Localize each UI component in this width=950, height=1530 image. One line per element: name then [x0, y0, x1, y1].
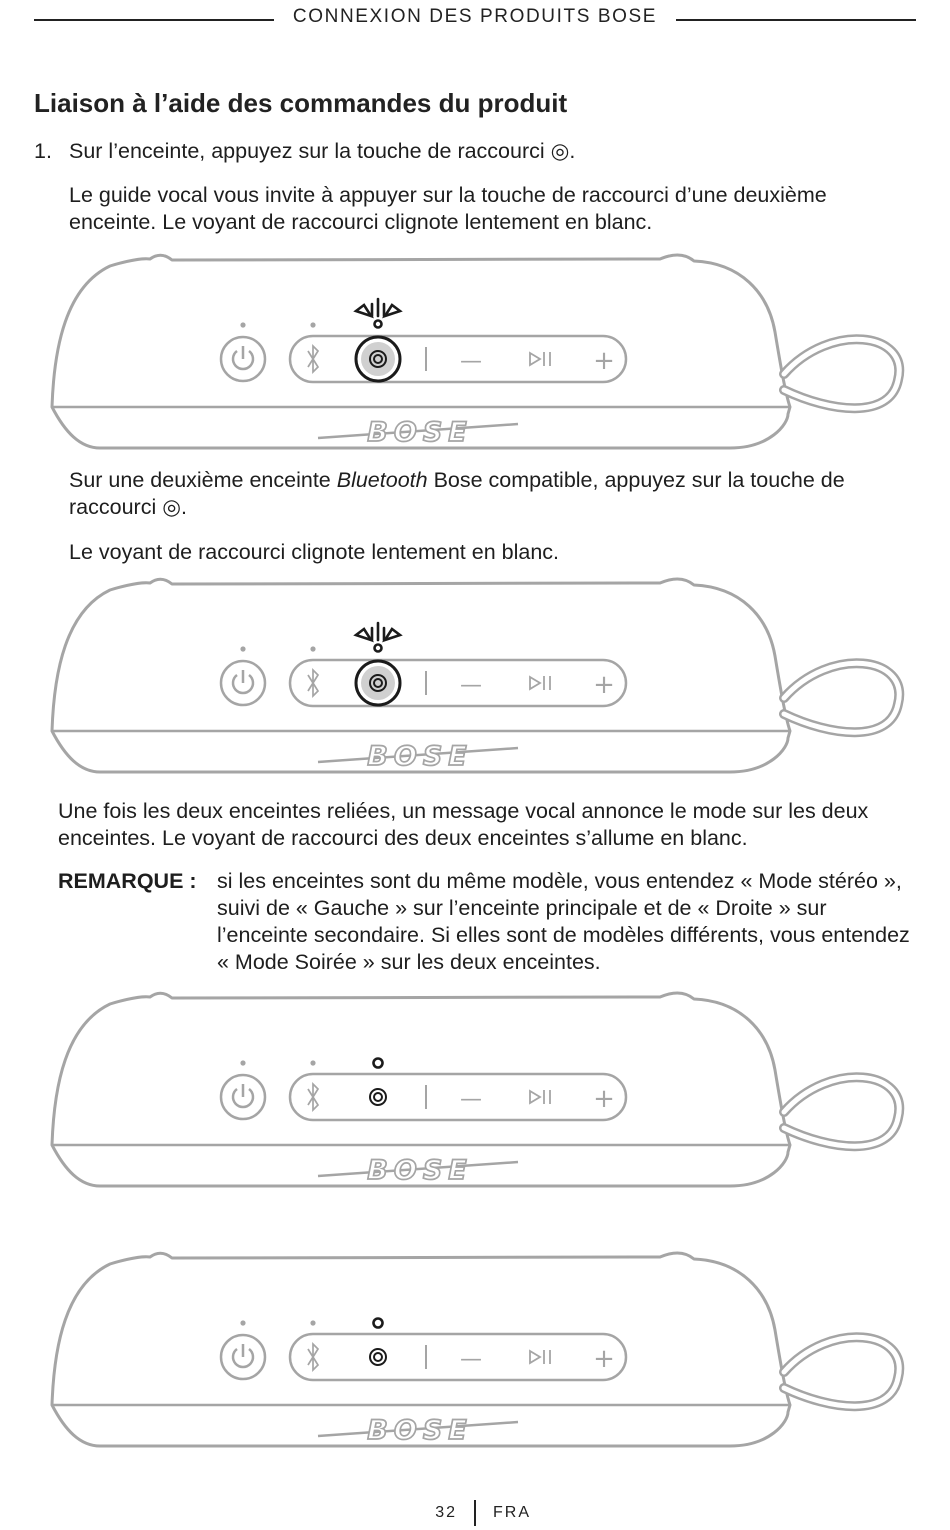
bluetooth-led	[310, 322, 315, 327]
page-number: 32	[435, 1504, 457, 1521]
page-heading: Liaison à l’aide des commandes du produit	[34, 88, 568, 118]
section-title: CONNEXION DES PRODUITS BOSE	[292, 6, 658, 27]
bose-logo: BOSE	[367, 1155, 473, 1186]
speaker-illustration-2	[40, 576, 910, 781]
control-pill	[290, 660, 626, 706]
step-para-voice-guide: Le guide vocal vous invite à appuyer sur la touche de raccourci d’une deuxième enceinte. Le voyant de raccourci clignote lentement en blanc.	[69, 183, 827, 234]
section-header	[34, 6, 916, 32]
volume-down-icon: —	[460, 673, 482, 698]
bose-logo: BOSE	[367, 417, 473, 448]
volume-up-icon: +	[593, 1344, 615, 1374]
para-text-a: Sur une deuxième enceinte	[69, 468, 337, 492]
volume-down-icon: —	[460, 1087, 482, 1112]
bluetooth-led	[310, 1320, 315, 1325]
volume-up-icon: +	[593, 346, 615, 376]
bluetooth-led	[310, 1060, 315, 1065]
control-pill	[290, 336, 626, 382]
shortcut-press-fill	[361, 342, 395, 376]
header-rule-right	[676, 19, 916, 21]
control-pill	[290, 1334, 626, 1380]
bluetooth-italic: Bluetooth	[336, 468, 428, 492]
speaker-illustration-4	[40, 1250, 910, 1455]
language-code: FRA	[493, 1504, 531, 1521]
volume-up-icon: +	[593, 670, 615, 700]
step-number: 1.	[34, 139, 52, 163]
control-pill	[290, 1074, 626, 1120]
power-led	[240, 322, 245, 327]
power-led	[240, 1320, 245, 1325]
volume-down-icon: —	[460, 1347, 482, 1372]
shortcut-led-on	[374, 1319, 383, 1328]
speaker-illustration-3	[40, 990, 910, 1195]
page-footer	[0, 1500, 950, 1530]
speaker-illustration-1	[40, 252, 910, 457]
paragraph-connected: Une fois les deux enceintes reliées, un message vocal annonce le mode sur les deux enceintes. Le voyant de raccourci des deux enceintes s’allume en blanc.	[58, 799, 869, 850]
bluetooth-led	[310, 646, 315, 651]
power-led	[240, 1060, 245, 1065]
footer-separator	[474, 1500, 476, 1526]
para-text-b: Bose compatible, appuyez sur la touche de raccourci ◎.	[69, 468, 845, 519]
shortcut-press-fill	[361, 666, 395, 700]
shortcut-led-on	[374, 1059, 383, 1068]
note-label: REMARQUE :	[58, 869, 197, 893]
bose-logo: BOSE	[367, 1415, 473, 1446]
bose-logo: BOSE	[367, 741, 473, 772]
volume-up-icon: +	[593, 1084, 615, 1114]
step-para-second-speaker	[69, 467, 899, 521]
power-led	[240, 646, 245, 651]
volume-down-icon: —	[460, 349, 482, 374]
step-text: Sur l’enceinte, appuyez sur la touche de raccourci ◎.	[69, 139, 576, 163]
note-text: si les enceintes sont du même modèle, vous entendez « Mode stéréo », suivi de « Gauche » sur l’enceinte principale et de « Droite » sur l’enceinte secondaire. Si elles sont de modèles différents, vous entendez « Mode Soirée » sur les deux enceintes.	[217, 869, 910, 974]
step-para-blinking: Le voyant de raccourci clignote lentement en blanc.	[69, 540, 560, 564]
